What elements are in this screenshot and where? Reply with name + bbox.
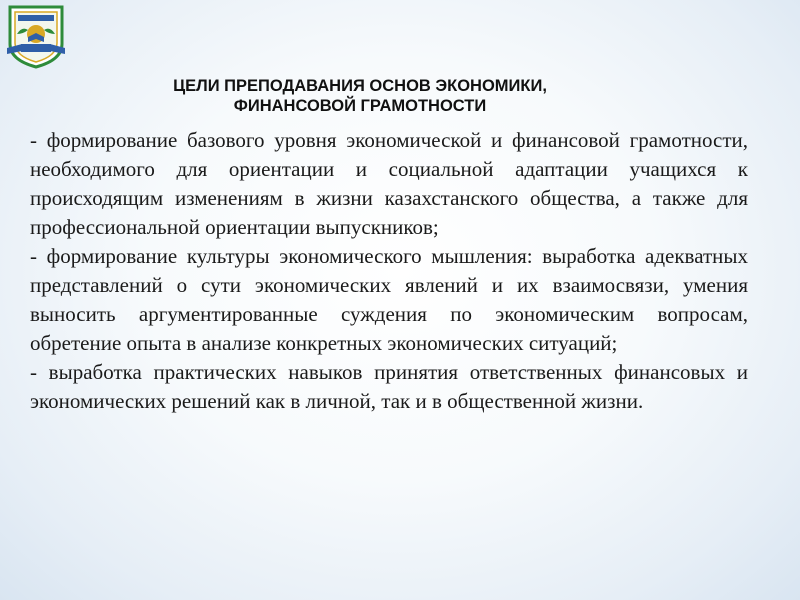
- goals-text: [30, 126, 748, 416]
- school-emblem-icon: [4, 4, 68, 70]
- slide-title-line-2: ФИНАНСОВОЙ ГРАМОТНОСТИ: [233, 97, 487, 115]
- slide-title-line-1: ЦЕЛИ ПРЕПОДАВАНИЯ ОСНОВ ЭКОНОМИКИ,: [173, 77, 547, 95]
- goal-paragraph-2: - формирование культуры экономического мышления: выработка адекватных представлений о сути экономических явлений и их взаимосвязи, умения выносить аргументированные суждения по экономическим вопросам, обретение опыта в анализе конкретных экономических ситуаций;: [30, 244, 748, 355]
- slide-title: [100, 76, 620, 116]
- goal-paragraph-3: - выработка практических навыков принятия ответственных финансовых и экономических решений как в личной, так и в общественной жизни.: [30, 360, 748, 413]
- school-emblem-graphic: [4, 4, 68, 70]
- goal-paragraph-1: - формирование базового уровня экономической и финансовой грамотности, необходимого для ориентации и социальной адаптации учащихся к происходящим изменениям в жизни казахстанского общества, а также для профессиональной ориентации выпускников;: [30, 128, 748, 239]
